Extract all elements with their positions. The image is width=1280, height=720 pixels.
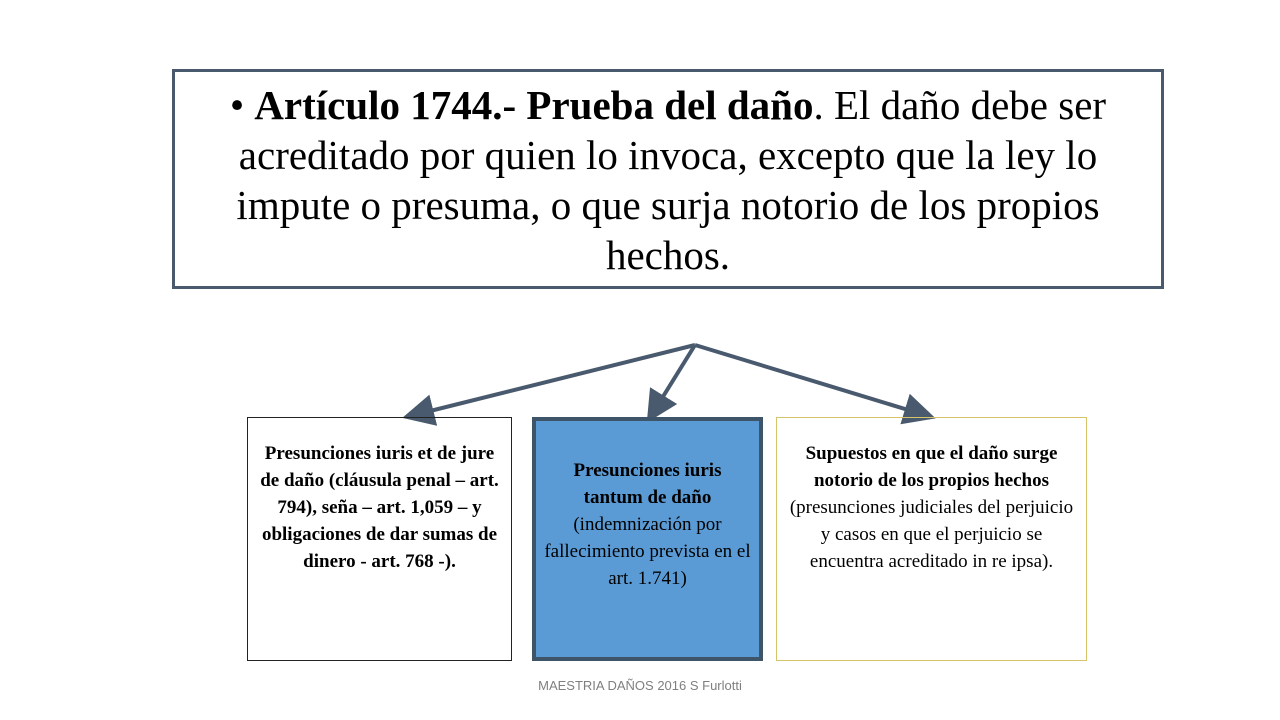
article-body: El daño debe ser acreditado por quien lo invoca, excepto que la ley lo impute o presuma, o que surja notorio de los propios hechos. (236, 82, 1107, 278)
box-left-text: Presunciones iuris et de jure de daño (cláusula penal – art. 794), seña – art. 1,059 – y obligaciones de dar sumas de dinero - art. 768 -). (260, 443, 499, 572)
slide-footer: MAESTRIA DAÑOS 2016 S Furlotti (538, 678, 742, 693)
box-right-bold: Supuestos en que el daño surge notorio de los propios hechos (805, 443, 1058, 491)
bullet: • (229, 82, 245, 128)
box-iuris-tantum (532, 417, 763, 661)
box-middle-bold: Presunciones iuris tantum de daño (573, 460, 722, 508)
article-title-period: . (813, 82, 824, 128)
box-middle-normal: (indemnización por fallecimiento prevista en el art. 1.741) (544, 514, 751, 589)
box-right-normal: (presunciones judiciales del perjuicio y casos en que el perjuicio se encuentra acreditado in re ipsa). (789, 497, 1074, 572)
box-iuris-et-de-jure (247, 417, 512, 661)
article-title: Artículo 1744.- Prueba del daño (254, 82, 814, 128)
arrow-to-left-box (410, 345, 695, 416)
arrow-to-right-box (695, 345, 928, 416)
box-notorio (776, 417, 1087, 661)
